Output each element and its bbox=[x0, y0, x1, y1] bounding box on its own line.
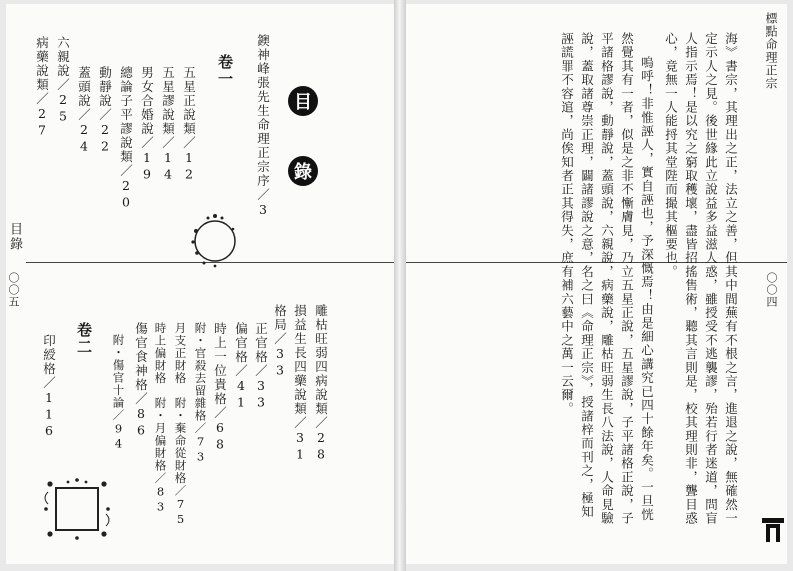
toc-entry: 男女合婚說／19 bbox=[139, 66, 155, 183]
toc-entry: 時上偏財格 附・月偏財格／83 bbox=[153, 322, 168, 515]
title-char-mu: 目 bbox=[288, 86, 318, 116]
body-line: 平諸格謬說，動靜說，蓋頭說，六親說，病藥說，雕枯旺弱生長八法說，人命見驗 bbox=[599, 32, 615, 526]
right-folio: 〇〇四 bbox=[765, 272, 778, 308]
toc-entry: 時上一位貴格／68 bbox=[212, 322, 228, 453]
body-line: 定示人之見。後世緣此立說益多益滋人惑，雖授受不逃襲謬，殆若行者迷道，問盲 bbox=[703, 32, 719, 526]
body-line: 誣謊罪不容逭，尚俟知者正其得失，庶有補六藝中之萬一云爾。 bbox=[559, 32, 575, 416]
toc-entry: 動靜說／22 bbox=[97, 66, 113, 155]
toc-entry: 月支正財格 附・棄命從財格／75 bbox=[173, 322, 188, 527]
toc-entry: 總論子平謬說類／20 bbox=[118, 66, 134, 211]
book-gutter bbox=[394, 0, 406, 571]
body-line: 人指示焉！是以究之窮取穫壞，盡皆招搖售術，聽其言則是，校其理則非，聾目惑 bbox=[683, 32, 699, 526]
toc-entry: 偏官格／41 bbox=[233, 322, 249, 411]
toc-entry: 雕枯旺弱四病說類／28 bbox=[313, 304, 329, 463]
volume-two-label: 卷二 bbox=[75, 322, 93, 356]
volume-one-label: 卷一 bbox=[216, 54, 234, 88]
toc-entry: 印綬格／116 bbox=[41, 334, 57, 440]
page-corner-icon bbox=[760, 516, 786, 546]
toc-entry: 傷官食神格／86 bbox=[133, 322, 149, 439]
circle-ornament-icon bbox=[186, 209, 244, 269]
left-running-head: 目錄 bbox=[7, 222, 22, 252]
square-ornament-icon bbox=[40, 474, 114, 544]
toc-entry: 損益生長四藥說類／31 bbox=[292, 304, 308, 463]
toc-entry: 正官格／33 bbox=[253, 322, 269, 411]
title-char-lu: 錄 bbox=[288, 156, 318, 186]
right-running-head: 標點命理正宗 bbox=[764, 12, 778, 90]
body-line: 嗚呼！非惟誣人，實自誣也，予深慨焉！由是細心講究已四十餘年矣。一旦恍 bbox=[639, 56, 655, 522]
toc-entry: 鐭神峰張先生命理正宗序／3 bbox=[255, 34, 271, 219]
toc-entry: 五星正說類／12 bbox=[181, 66, 197, 183]
right-page bbox=[406, 4, 787, 564]
toc-entry: 病藥說類／27 bbox=[34, 36, 50, 139]
toc-entry: 格局／33 bbox=[272, 304, 288, 379]
body-line: 然覺其有一者，似是之非不慚膚見，乃立五星正說，五星謬說，子平諸格正說，子 bbox=[619, 32, 635, 526]
toc-entry: 五星謬說類／14 bbox=[160, 66, 176, 183]
body-line: 海》書宗，其理出之正，法立之善，但其中間蕪有不根之言，進退之說，無確然一 bbox=[723, 32, 739, 526]
toc-entry: 蓋頭說／24 bbox=[76, 66, 92, 155]
toc-entry: 附・傷官十論／94 bbox=[111, 334, 126, 452]
left-folio: 〇〇五 bbox=[7, 272, 20, 308]
toc-entry: 六親說／25 bbox=[55, 36, 71, 125]
body-line: 說，蓋取諸尊崇正理，闢諸謬說之意，名之曰《命理正宗》，授諸梓而刊之，極知 bbox=[579, 32, 595, 519]
left-page bbox=[6, 4, 394, 564]
body-line: 心，竟無一人能捋其堂陛而撮其樞要也。 bbox=[663, 32, 679, 279]
toc-entry: 附・官殺去留雜格／73 bbox=[193, 322, 208, 465]
